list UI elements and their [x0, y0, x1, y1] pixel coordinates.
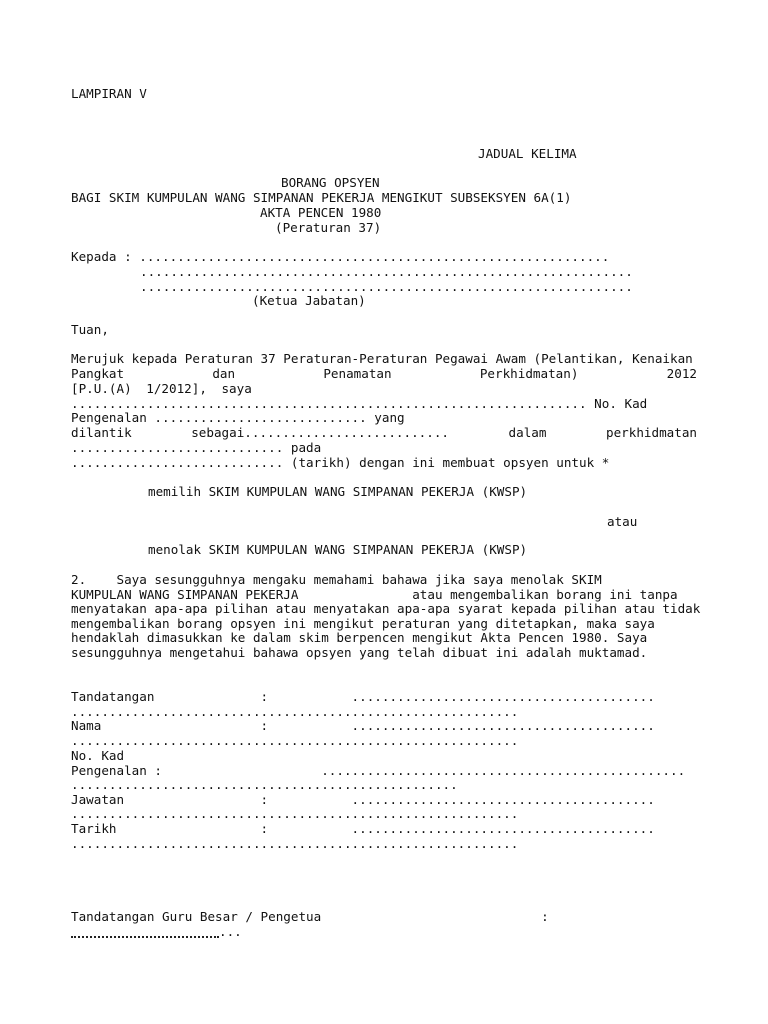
field-tandatangan-cont: ........................................................... — [71, 704, 519, 719]
kepada-line-1: Kepada : .............................................................. — [71, 249, 610, 264]
field-nama-cont: ........................................................... — [71, 733, 519, 748]
field-nokad: Pengenalan : ................................................ — [71, 763, 686, 778]
act-name: AKTA PENCEN 1980 — [260, 205, 382, 220]
regulation-ref: (Peraturan 37) — [275, 220, 382, 235]
para2-line-2: KUMPULAN WANG SIMPANAN PEKERJA atau mengembalikan borang ini tanpa — [71, 587, 678, 602]
para2-line-1: 2. Saya sesungguhnya mengaku memahami bahawa jika saya menolak SKIM — [71, 572, 602, 587]
field-nokad-label: No. Kad — [71, 748, 125, 763]
ketua-jabatan-label: (Ketua Jabatan) — [252, 293, 366, 308]
option-atau: atau — [607, 514, 638, 529]
field-tarikh-cont: ........................................................... — [71, 836, 519, 851]
para1-line-7: ............................ pada — [71, 440, 322, 455]
signature-dots-end: ... — [219, 924, 242, 939]
field-tarikh: Tarikh : ........................................ — [71, 821, 655, 836]
field-jawatan-cont: ........................................................... — [71, 806, 519, 821]
option-memilih: memilih SKIM KUMPULAN WANG SIMPANAN PEKERJA (KWSP) — [148, 484, 528, 499]
kepada-line-3: ................................................................. — [140, 279, 633, 294]
para1-line-2: Pangkat dan Penamatan Perkhidmatan) 2012 — [71, 366, 697, 381]
field-nokad-cont: ................................................... — [71, 777, 458, 792]
para1-line-6: dilantik sebagai........................... dalam perkhidmatan — [71, 425, 697, 440]
para2-line-3: menyatakan apa-apa pilihan atau menyatakan apa-apa syarat kepada pilihan atau tidak — [71, 601, 701, 616]
field-tandatangan: Tandatangan : ........................................ — [71, 689, 655, 704]
para1-line-4: .................................................................... No. Kad — [71, 396, 648, 411]
lampiran-label: LAMPIRAN V — [71, 86, 147, 101]
para1-line-3: [P.U.(A) 1/2012], saya — [71, 381, 252, 396]
para1-line-5: Pengenalan ............................ yang — [71, 410, 405, 425]
para2-line-4: mengembalikan borang opsyen ini mengikut peraturan yang ditetapkan, maka saya — [71, 616, 655, 631]
option-menolak: menolak SKIM KUMPULAN WANG SIMPANAN PEKERJA (KWSP) — [148, 542, 528, 557]
para1-line-8: ............................ (tarikh) dengan ini membuat opsyen untuk * — [71, 455, 610, 470]
signature-dotted-line — [71, 932, 219, 938]
salutation: Tuan, — [71, 322, 109, 337]
jadual-label: JADUAL KELIMA — [478, 146, 577, 161]
para1-line-1: Merujuk kepada Peraturan 37 Peraturan-Peraturan Pegawai Awam (Pelantikan, Kenaikan — [71, 351, 693, 366]
guru-besar-signature-label: Tandatangan Guru Besar / Pengetua : — [71, 909, 549, 924]
field-jawatan: Jawatan : ........................................ — [71, 792, 655, 807]
para2-line-5: hendaklah dimasukkan ke dalam skim berpencen mengikut Akta Pencen 1980. Saya — [71, 630, 648, 645]
form-subtitle: BAGI SKIM KUMPULAN WANG SIMPANAN PEKERJA MENGIKUT SUBSEKSYEN 6A(1) — [71, 190, 572, 205]
field-nama: Nama : ........................................ — [71, 718, 655, 733]
form-title: BORANG OPSYEN — [281, 175, 380, 190]
kepada-line-2: ................................................................. — [140, 264, 633, 279]
para2-line-6: sesungguhnya mengetahui bahawa opsyen yang telah dibuat ini adalah muktamad. — [71, 645, 648, 660]
